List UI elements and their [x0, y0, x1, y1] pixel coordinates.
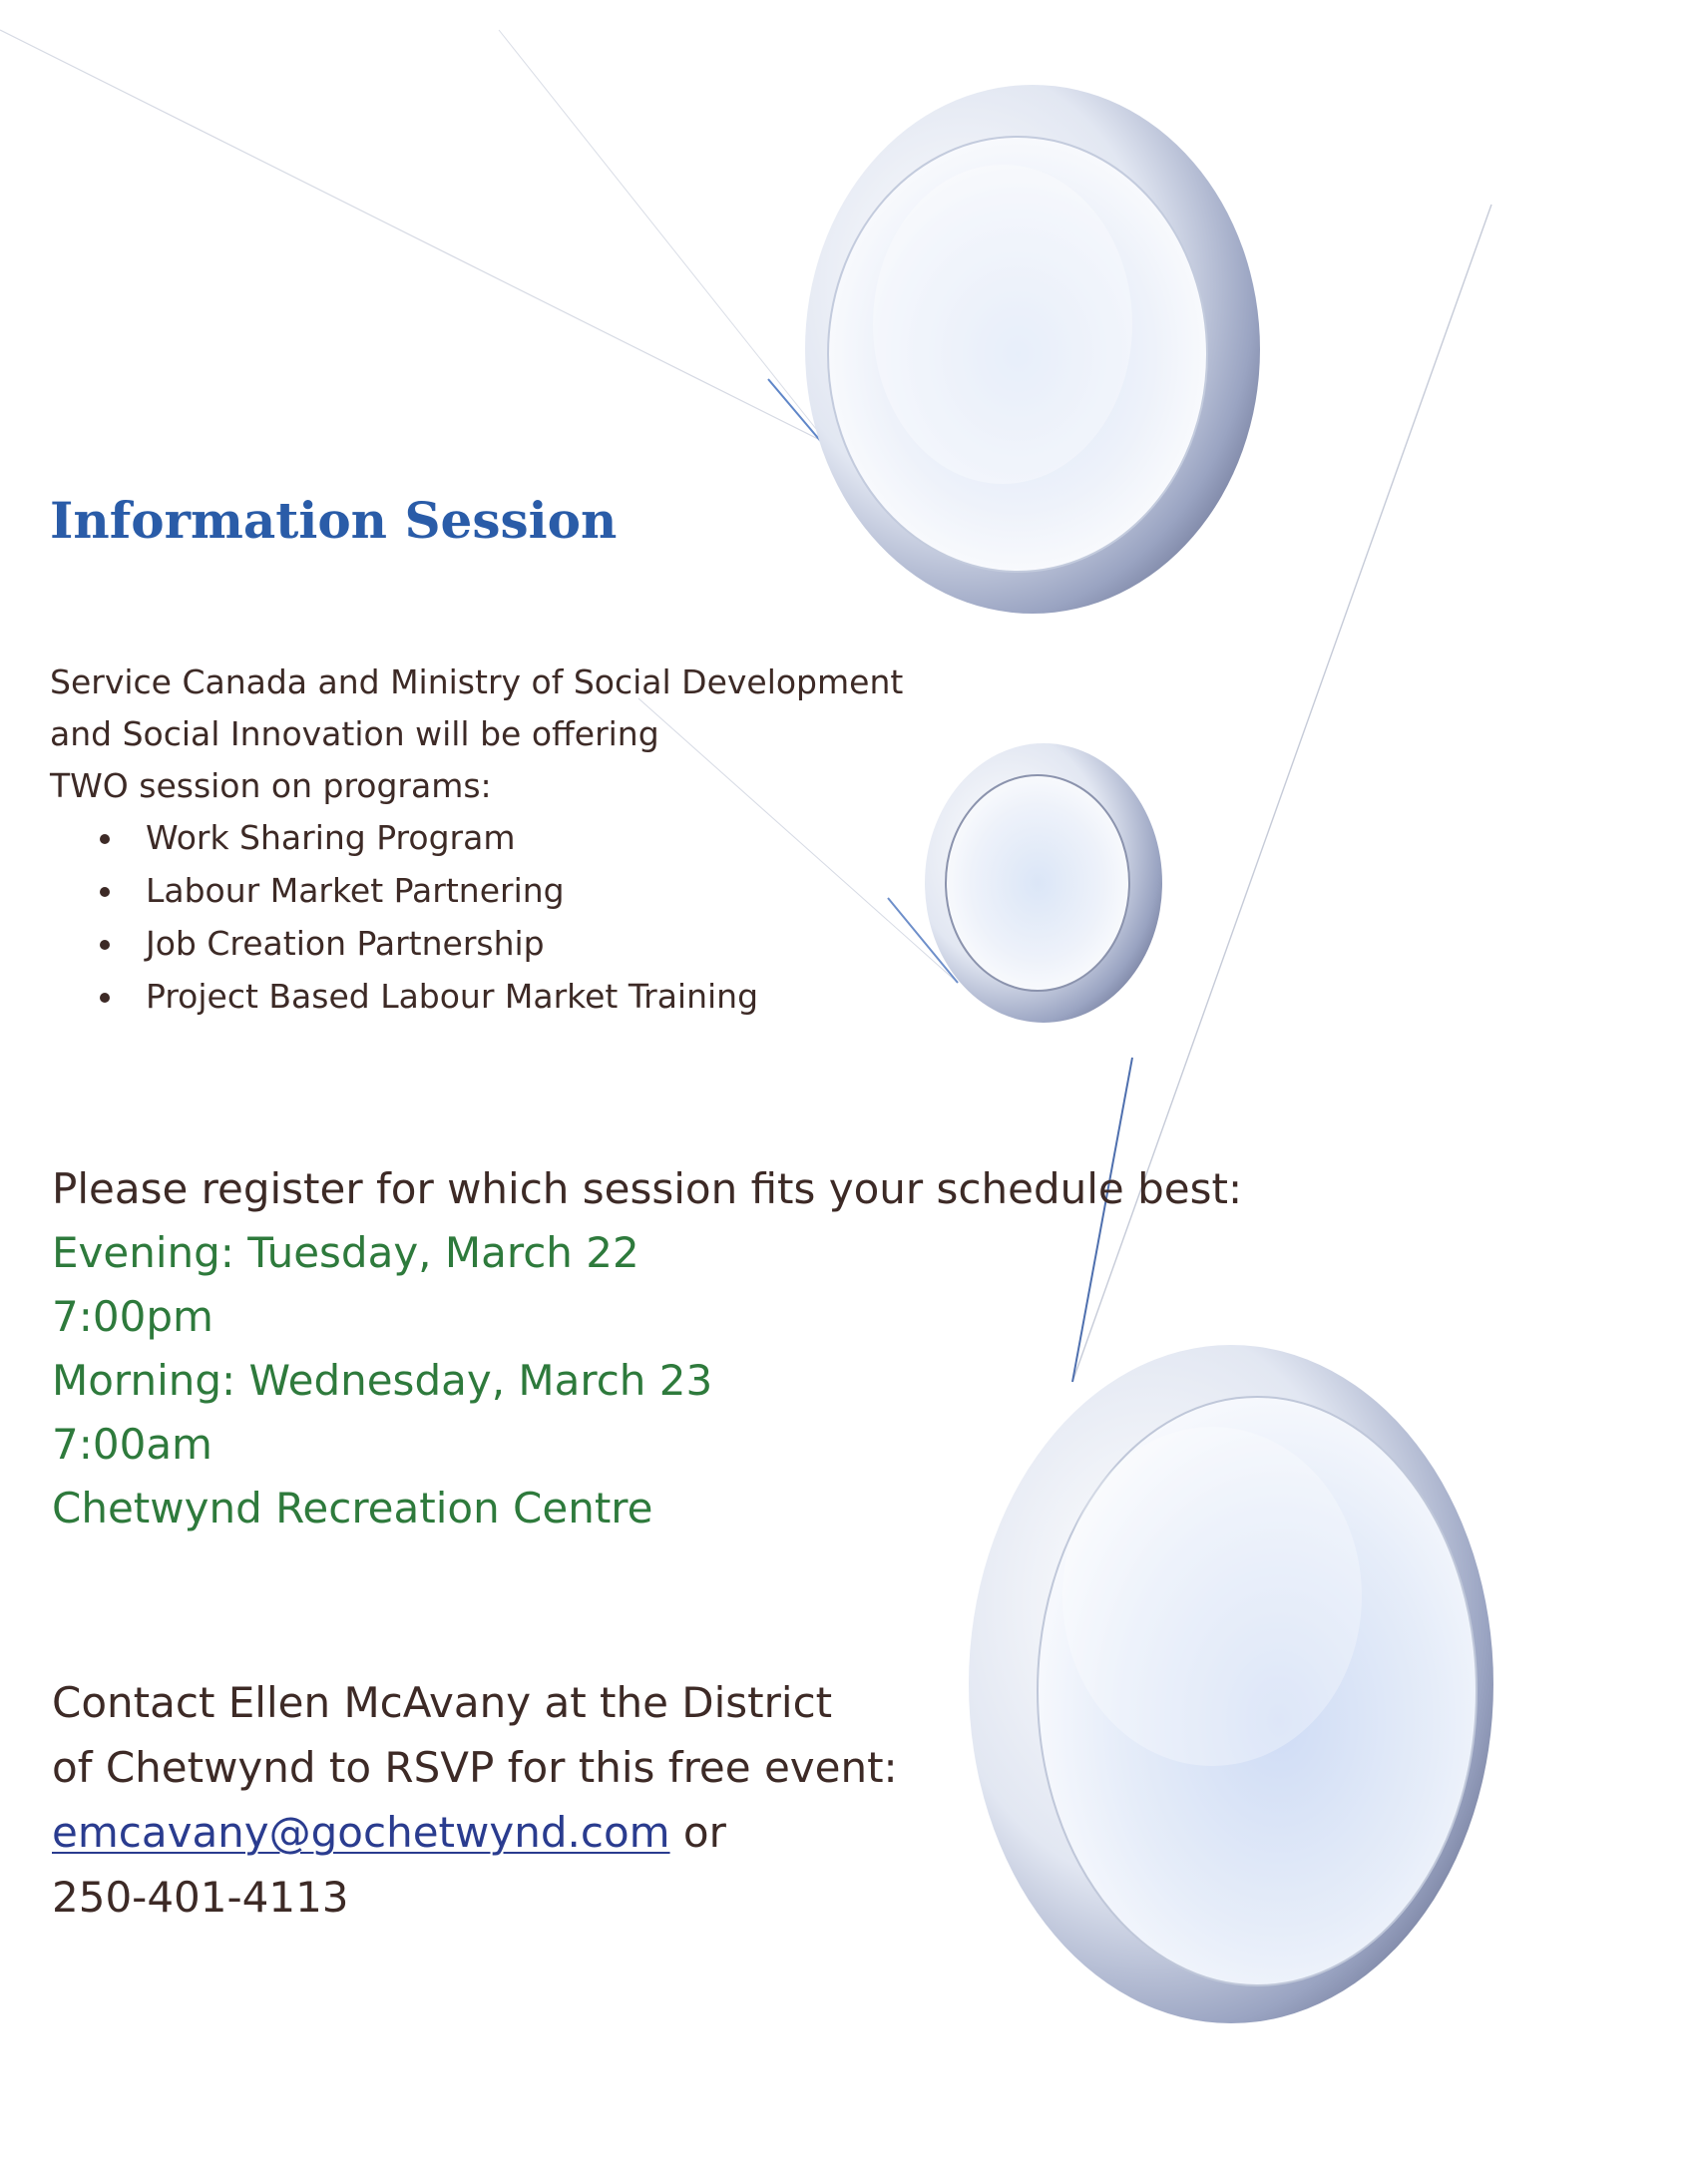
intro-line: TWO session on programs:: [50, 766, 492, 805]
contact-section: [52, 1670, 950, 1930]
contact-email-line: [52, 1800, 950, 1865]
morning-session-time: 7:00am: [52, 1420, 212, 1469]
contact-line: Contact Ellen McAvany at the District: [52, 1678, 833, 1727]
program-label: Project Based Labour Market Training: [146, 977, 759, 1016]
contact-phone: 250-401-4113: [52, 1873, 349, 1922]
intro-line: Service Canada and Ministry of Social Development: [50, 662, 904, 701]
program-item: [50, 971, 948, 1024]
program-item: [50, 812, 948, 865]
page-title: Information Session: [50, 491, 618, 550]
bullet-icon: [100, 887, 110, 897]
session-location: Chetwynd Recreation Centre: [52, 1484, 653, 1532]
bullet-icon: [100, 940, 110, 950]
program-label: Work Sharing Program: [146, 818, 516, 857]
bullet-icon: [100, 834, 110, 844]
morning-session-date: Morning: Wednesday, March 23: [52, 1356, 713, 1405]
large-disc-button-icon: [805, 85, 1260, 614]
intro-section: [50, 656, 948, 1024]
intro-line: and Social Innovation will be offering: [50, 714, 659, 753]
evening-session-date: Evening: Tuesday, March 22: [52, 1228, 639, 1277]
registration-prompt: Please register for which session fits your schedule best:: [52, 1164, 1243, 1213]
email-link[interactable]: emcavany@gochetwynd.com: [52, 1808, 670, 1857]
registration-section: [52, 1157, 1299, 1540]
small-disc-button-icon: [925, 743, 1162, 1023]
or-text: or: [669, 1808, 726, 1857]
bullet-icon: [100, 993, 110, 1003]
program-label: Labour Market Partnering: [146, 871, 565, 910]
program-item: [50, 865, 948, 918]
program-label: Job Creation Partnership: [146, 924, 545, 963]
program-list: [50, 812, 948, 1024]
contact-line: of Chetwynd to RSVP for this free event:: [52, 1743, 898, 1792]
evening-session-time: 7:00pm: [52, 1292, 213, 1341]
program-item: [50, 918, 948, 971]
